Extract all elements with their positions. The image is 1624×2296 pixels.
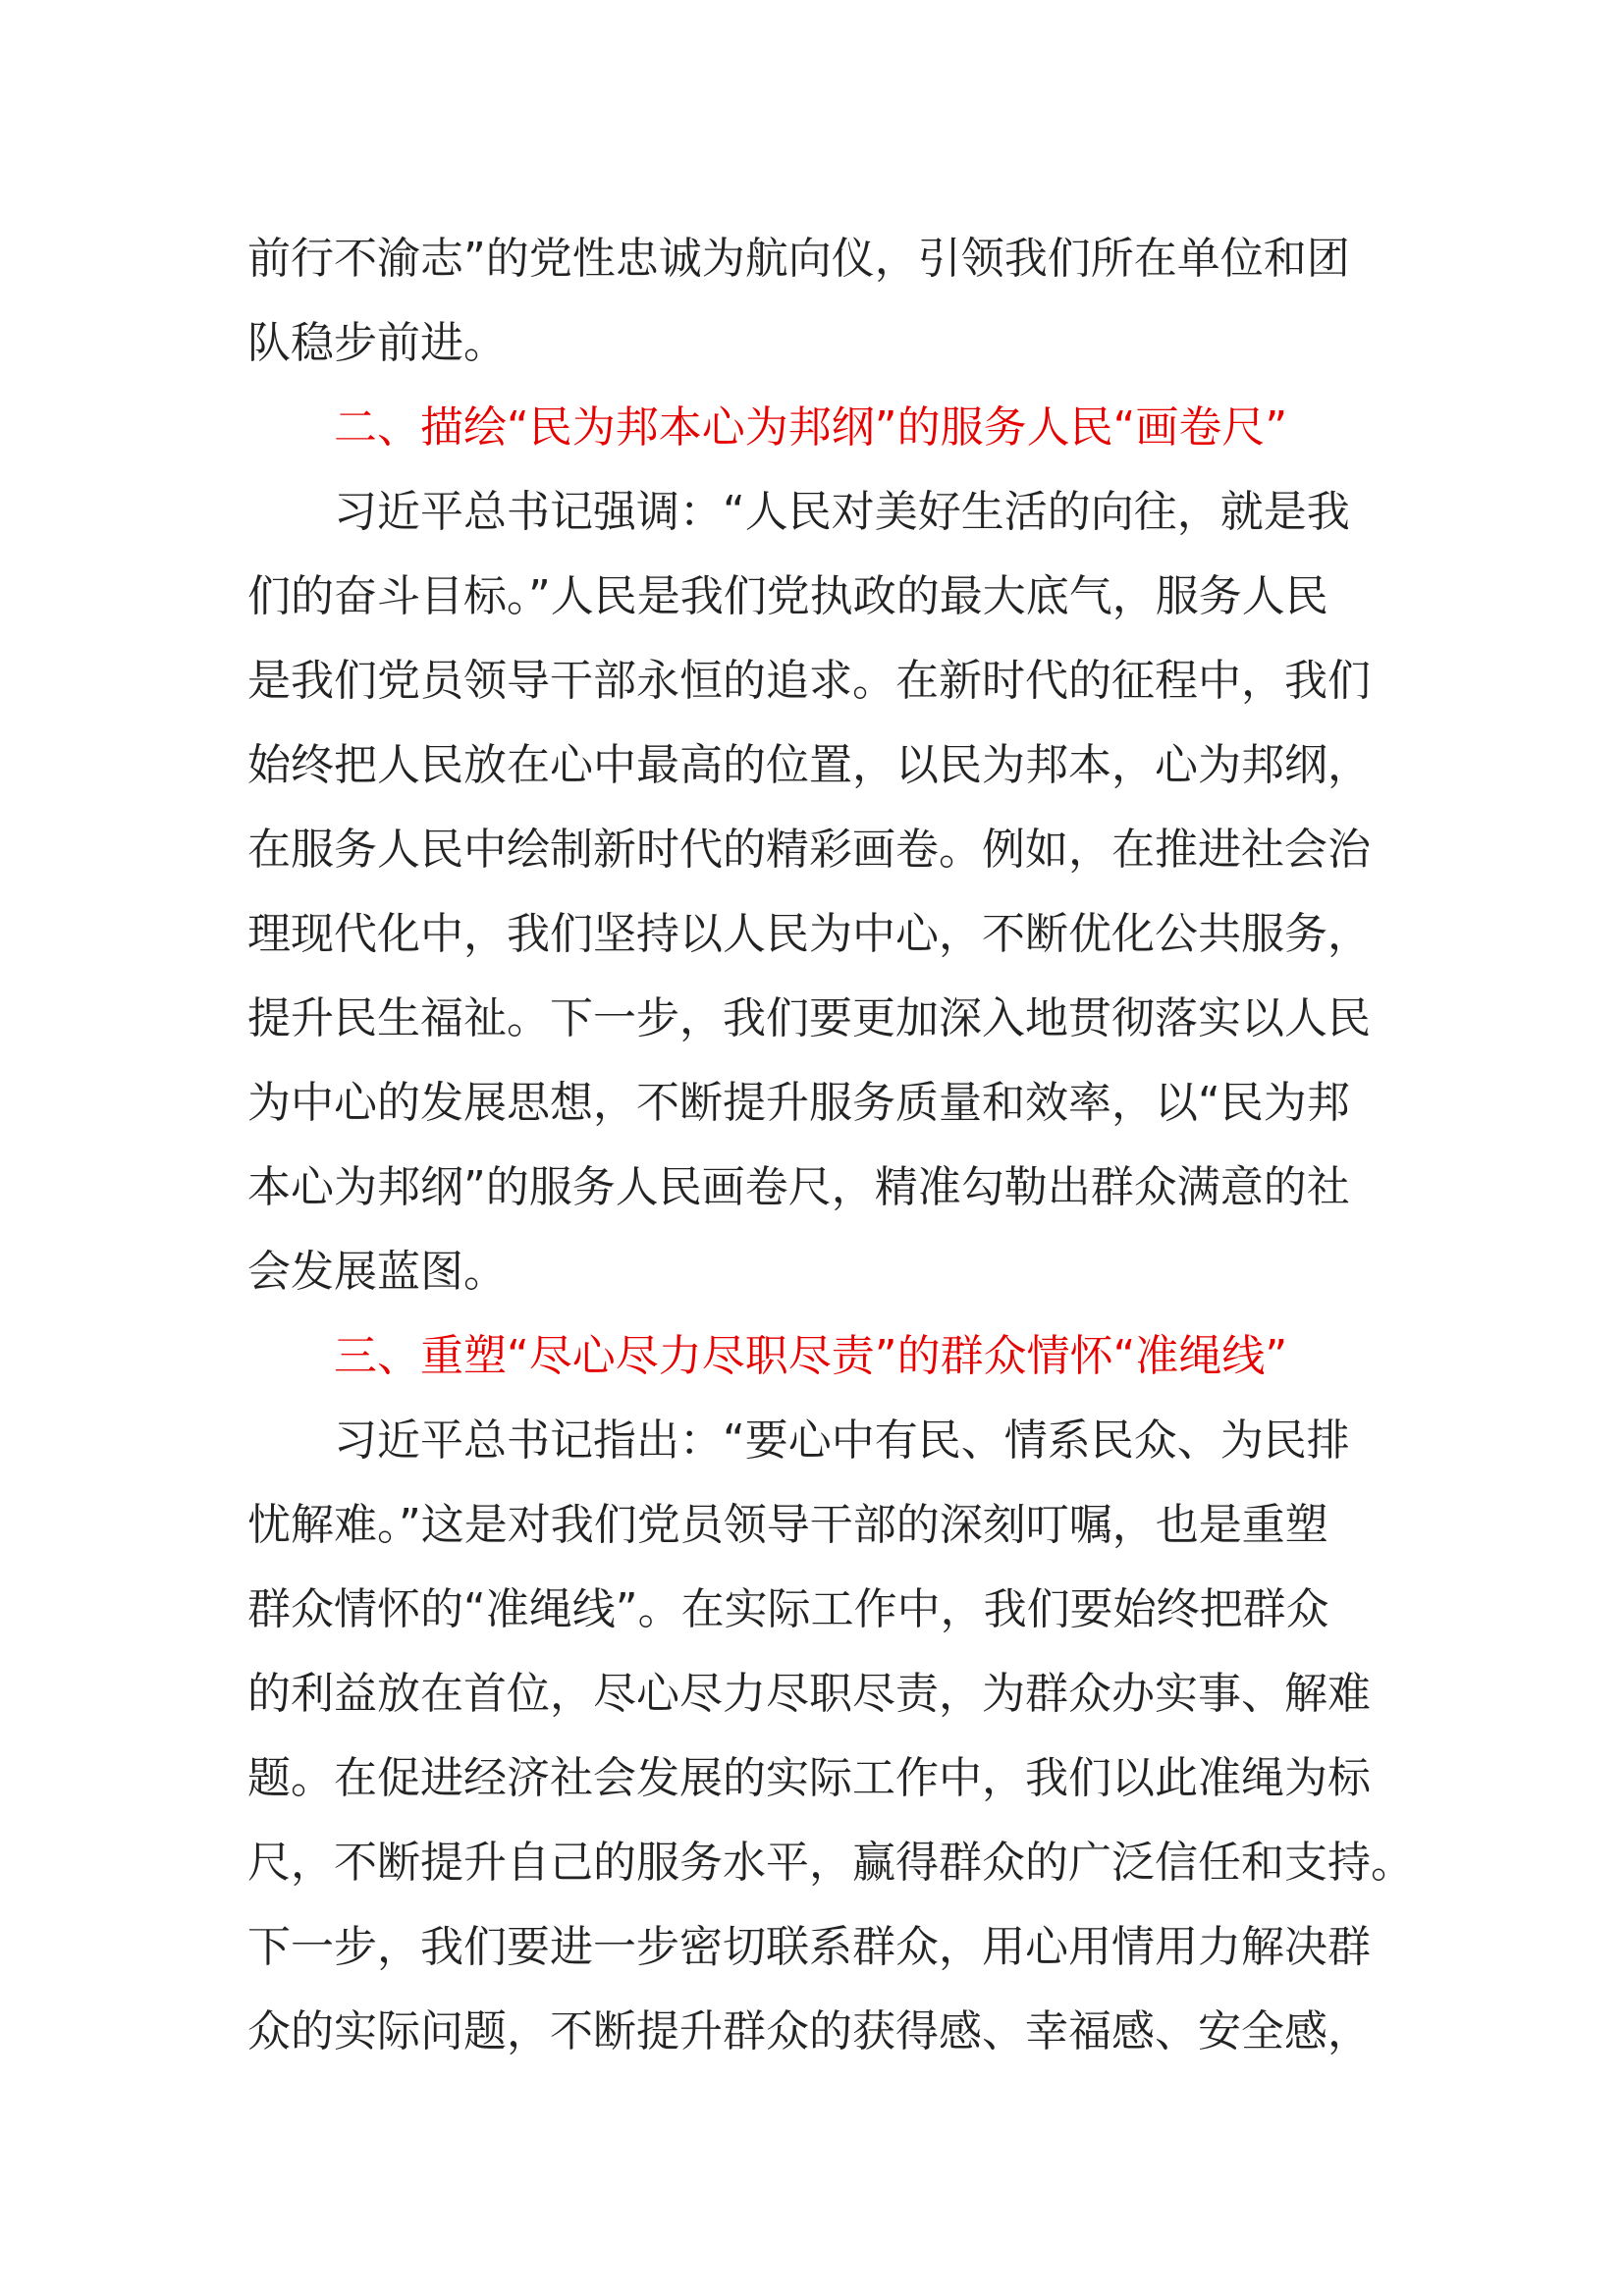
body-line: 习近平总书记强调：“人民对美好生活的向往，就是我 [247,487,1350,537]
body-line: 在服务人民中绘制新时代的精彩画卷。例如，在推进社会治 [247,825,1371,875]
body-line: 群众情怀的“准绳线”。在实际工作中，我们要始终把群众 [247,1584,1329,1634]
section-heading-2: 二、描绘“民为邦本心为邦纲”的服务人民“画卷尺” [247,402,1288,453]
section-heading-3: 三、重塑“尽心尽力尽职尽责”的群众情怀“准绳线” [247,1331,1288,1381]
body-line: 习近平总书记指出：“要心中有民、情系民众、为民排 [247,1415,1350,1466]
body-line: 为中心的发展思想，不断提升服务质量和效率，以“民为邦 [247,1078,1350,1128]
body-line: 忧解难。”这是对我们党员领导干部的深刻叮嘱，也是重塑 [247,1500,1328,1550]
body-line: 下一步，我们要进一步密切联系群众，用心用情用力解决群 [247,1922,1371,1972]
body-line: 提升民生福祉。下一步，我们要更加深入地贯彻落实以人民 [247,993,1371,1043]
body-line: 前行不渝志”的党性忠诚为航向仪，引领我们所在单位和团 [247,234,1350,284]
body-line: 尺，不断提升自己的服务水平，赢得群众的广泛信任和支持。 [247,1838,1414,1888]
body-line: 始终把人民放在心中最高的位置，以民为邦本，心为邦纲， [247,740,1371,790]
body-line: 本心为邦纲”的服务人民画卷尺，精准勾勒出群众满意的社 [247,1162,1350,1212]
body-line: 是我们党员领导干部永恒的追求。在新时代的征程中，我们 [247,656,1371,706]
body-line: 的利益放在首位，尽心尽力尽职尽责，为群众办实事、解难 [247,1669,1371,1719]
body-line: 队稳步前进。 [247,318,507,368]
body-line: 会发展蓝图。 [247,1247,507,1297]
body-line: 众的实际问题，不断提升群众的获得感、幸福感、安全感， [247,2006,1371,2056]
body-line: 理现代化中，我们坚持以人民为中心，不断优化公共服务， [247,909,1371,959]
body-line: 题。在促进经济社会发展的实际工作中，我们以此准绳为标 [247,1753,1371,1803]
body-line: 们的奋斗目标。”人民是我们党执政的最大底气，服务人民 [247,571,1328,621]
